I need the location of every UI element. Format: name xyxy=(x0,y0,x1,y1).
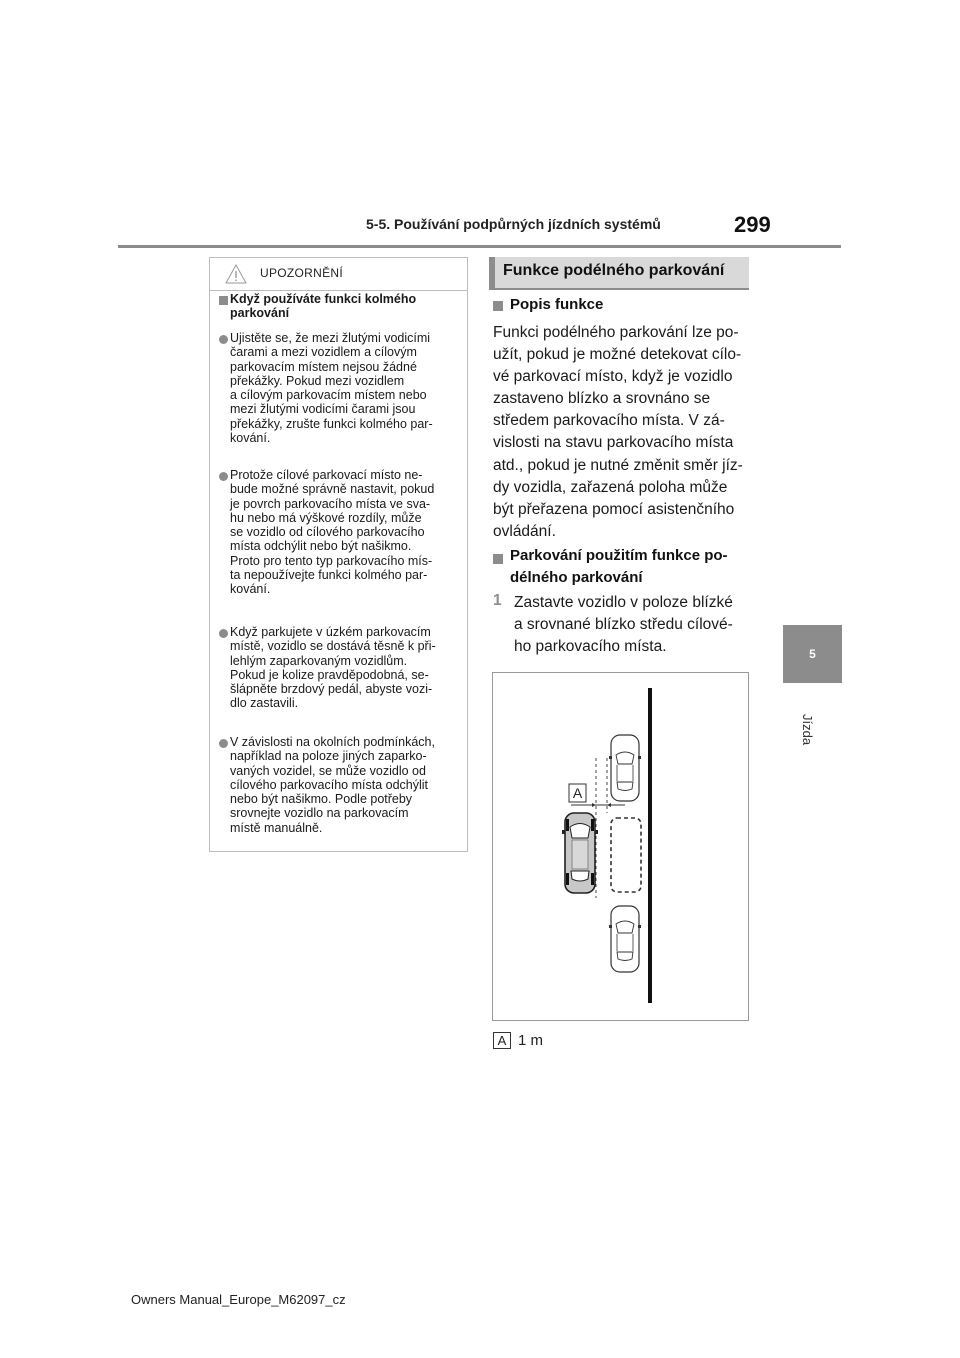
parking-diagram xyxy=(492,672,749,1021)
caption-text: 1 m xyxy=(518,1032,544,1049)
dimension-arrow-icon xyxy=(592,803,596,807)
running-header-title: 5-5. Používání podpůrných jízdních systémů xyxy=(366,216,661,232)
bullet-dot-icon xyxy=(219,472,228,481)
own-vehicle-icon xyxy=(562,813,598,893)
step-number: 1 xyxy=(493,592,502,609)
step-text: Zastavte vozidlo v poloze blízké a srovnané blízko středu cílové- ho parkovacího místa. xyxy=(514,594,733,656)
warning-header xyxy=(210,258,467,291)
parked-car-rear-icon xyxy=(609,906,641,972)
curb-line xyxy=(648,688,652,1003)
section-heading xyxy=(489,257,749,290)
target-parking-space xyxy=(611,818,641,892)
chapter-tab-number: 5 xyxy=(809,647,816,661)
parking-diagram-svg xyxy=(493,673,748,1020)
section-heading-bar xyxy=(489,257,495,288)
warning-bullet: V závislosti na okolních podmínkách, například na poloze jiných zaparko- vaných vozidel, se může vozidlo od cílového parkovacího místa odchýlit nebo být našikmo. Podle potřeby srovnejte vozidlo na parkovacím místě manuálně. xyxy=(230,735,435,835)
square-bullet-icon xyxy=(493,554,503,564)
description-text: Funkci podélného parkování lze po- užít, pokud je možné detekovat cílo- vé parkovací místo, když je vozidlo zastaveno blízko a srovnáno se středem parkovacího místa. V zá- vislosti na stavu parkovacího místa atd., pokud je nutné změnit směr jíz- dy vozidla, zařazená poloha může být přeřazena pomocí asistenčního ovládání. xyxy=(493,324,743,540)
chapter-tab xyxy=(783,625,842,683)
caption-label-box: A xyxy=(493,1032,511,1049)
parking-heading: Parkování použitím funkce po- délného parkování xyxy=(510,547,728,586)
square-bullet-icon xyxy=(493,301,503,311)
description-heading: Popis funkce xyxy=(510,296,604,313)
warning-title: UPOZORNĚNÍ xyxy=(260,266,344,280)
bullet-dot-icon xyxy=(219,739,228,748)
bullet-dot-icon xyxy=(219,335,228,344)
warning-bullet: Ujistěte se, že mezi žlutými vodicími čarami a mezi vozidlem a cílovým parkovacím místem nejsou žádné překážky. Pokud mezi vozidlem a cílovým parkovacím místem nebo mezi žlutými vodicími čarami jsou překážky, zrušte funkci kolmého par- kování. xyxy=(230,331,433,446)
warning-box xyxy=(209,257,468,852)
warning-subheading: Když používáte funkci kolmého parkování xyxy=(230,292,417,321)
square-bullet-icon xyxy=(219,296,228,305)
dimension-arrow-icon xyxy=(607,803,611,807)
bullet-dot-icon xyxy=(219,629,228,638)
chapter-tab-label: Jízda xyxy=(800,714,815,746)
header-rule xyxy=(118,245,841,248)
footer-text: Owners Manual_Europe_M62097_cz xyxy=(131,1292,346,1307)
parked-car-front-icon xyxy=(609,735,641,801)
warning-triangle-icon xyxy=(225,264,247,284)
warning-bullet: Protože cílové parkovací místo ne- bude možné správně nastavit, pokud je povrch parkovacího místa ve sva- hu nebo má výškové rozdíly, může se vozidlo od cílového parkovacího místa odchýlit nebo být našikmo. Proto pro tento typ parkovacího mís- ta nepoužívejte funkci kolmého par- kování. xyxy=(230,468,435,597)
page-number: 299 xyxy=(734,212,771,237)
callout-label: A xyxy=(572,785,583,801)
section-title: Funkce podélného parkování xyxy=(503,262,725,279)
warning-bullet: Když parkujete v úzkém parkovacím místě, vozidlo se dostává těsně k při- lehlým zaparkovaným vozidlům. Pokud je kolize pravděpodobná, se- šlápněte brzdový pedál, abyste vozi- dlo zastavili. xyxy=(230,625,436,711)
